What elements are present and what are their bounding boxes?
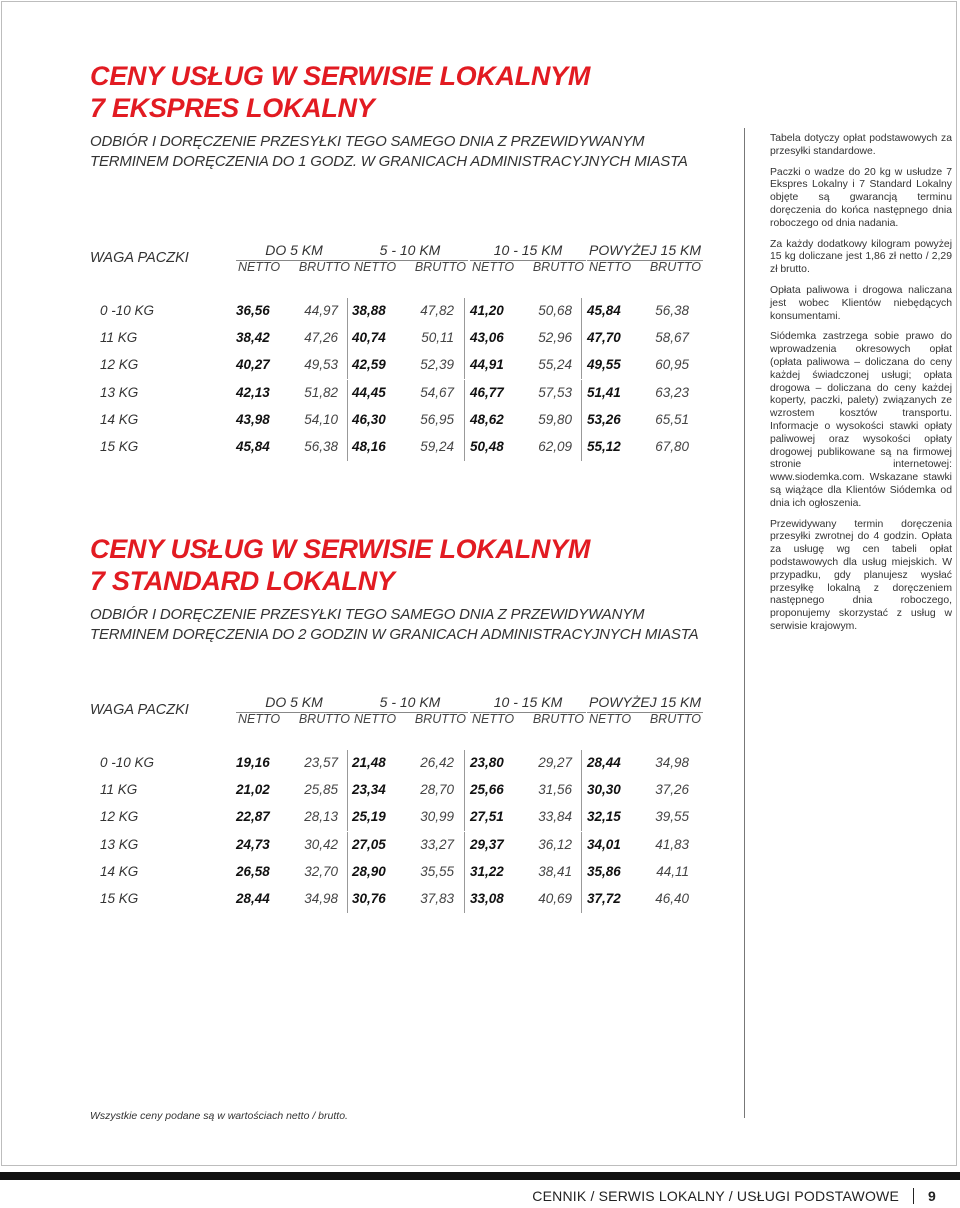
brutto-price: 38,41 [538,863,572,879]
brutto-price: 59,24 [420,438,454,454]
netto-price: 28,44 [236,890,270,906]
brutto-price: 56,38 [655,303,689,318]
netto-price: 25,19 [352,809,386,825]
table-row [90,750,690,777]
netto-label: NETTO [472,260,515,274]
distance-label: DO 5 KM [265,242,323,258]
netto-price: 25,66 [470,782,504,798]
column-separator [581,886,582,913]
distance-group-header [236,240,352,274]
header-rule [587,260,703,261]
column-separator [464,434,465,461]
brutto-price: 63,23 [655,384,689,400]
note-paragraph: Przewidywany termin doręczenia przesyłki zwrotnej do 4 godzin. Opłata za usługę wg cen tabeli opłat podstawowych dla usług miejskich. W przypadku, gdy planujesz wysłać przesyłkę lokalną z doręczeniem następnego dnia roboczego, proponujemy skorzystać z usług w serwisie krajowym. [770,518,952,632]
distance-label: DO 5 KM [265,694,323,710]
netto-label: NETTO [354,260,397,274]
netto-price: 27,51 [470,809,504,825]
netto-price: 42,59 [352,357,386,373]
price-table-ekspres [90,240,702,461]
netto-price: 45,84 [587,303,621,318]
table-row [90,352,690,379]
brutto-price: 44,11 [656,863,689,879]
brutto-label: BRUTTO [298,712,350,726]
table-row [90,434,690,461]
netto-brutto-labels [470,260,586,274]
section-title: CENY USŁUG W SERWISIE LOKALNYM [90,61,591,91]
brutto-price: 56,95 [420,411,454,427]
netto-price: 51,41 [587,384,621,400]
netto-price: 24,73 [236,836,270,852]
weight-label: 12 KG [100,809,139,825]
netto-price: 38,88 [352,303,386,318]
netto-price: 44,91 [470,357,504,373]
brutto-label: BRUTTO [414,712,466,726]
column-separator [347,352,348,379]
column-separator [347,407,348,434]
netto-price: 28,44 [587,755,621,770]
netto-price: 27,05 [352,836,386,852]
column-separator [347,832,348,859]
brutto-price: 31,56 [538,782,572,798]
brutto-price: 59,80 [538,411,572,427]
netto-price: 40,74 [352,330,386,346]
brutto-price: 54,10 [304,411,338,427]
weight-label: 14 KG [100,411,139,427]
brutto-label: BRUTTO [649,260,701,274]
netto-label: NETTO [472,712,515,726]
netto-price: 28,90 [352,863,386,879]
netto-label: NETTO [589,712,632,726]
note-paragraph: Siódemka zastrzega sobie prawo do wprowadzenia okresowych opłat (opłata paliwowa – doliczana do ceny każdej świadczonej usługi; opłata drogowa – doliczana do ceny każdej koperty, paczki, palety) związanych ze wzrostem kosztów transportu. Informacje o wysokości stawki opłaty paliwowej oraz wysokości opłaty drogowej publikowane są na firmowej stronie internetowej: www.siodemka.com. Wskazane stawki są wiążące dla Klientów Siódemka od dnia ich ogłoszenia. [770,331,952,509]
column-separator [464,777,465,804]
subtitle-line: TERMINEM DORĘCZENIA DO 2 GODZIN W GRANICACH ADMINISTRACYJNYCH MIASTA [90,626,699,643]
netto-price: 40,27 [236,357,270,373]
column-separator [464,380,465,407]
distance-label: 10 - 15 KM [493,694,563,710]
note-paragraph: Tabela dotyczy opłat podstawowych za przesyłki standardowe. [770,133,952,157]
brutto-price: 29,27 [538,755,572,770]
column-separator [581,777,582,804]
column-separator [581,434,582,461]
column-separator [581,325,582,352]
distance-group-header [470,692,586,726]
table-header [90,692,702,736]
note-paragraph: Za każdy dodatkowy kilogram powyżej 15 kg doliczane jest 1,86 zł netto / 2,29 zł brutto. [770,238,952,276]
column-separator [347,434,348,461]
netto-brutto-labels [236,260,352,274]
column-separator [581,407,582,434]
weight-label: 15 KG [100,438,139,454]
table-row [90,380,690,407]
weight-label: 13 KG [100,836,139,852]
brutto-label: BRUTTO [414,260,466,274]
netto-price: 50,48 [470,438,504,454]
section-title-product: 7 EKSPRES LOKALNY [90,93,375,123]
header-rule [236,260,352,261]
table-row [90,777,690,804]
table-body [90,750,690,913]
distance-group-header [352,240,468,274]
brutto-price: 50,11 [421,330,454,346]
brutto-price: 30,99 [420,809,454,825]
distance-label: 10 - 15 KM [493,242,563,258]
brutto-price: 44,97 [304,303,338,318]
column-separator [581,380,582,407]
brutto-price: 37,83 [420,890,454,906]
netto-label: NETTO [238,712,281,726]
page-footer [532,1188,936,1204]
netto-price: 23,80 [470,755,504,770]
netto-price: 44,45 [352,384,386,400]
brutto-price: 25,85 [304,782,338,798]
column-separator [347,298,348,325]
column-divider [744,128,745,1118]
netto-price: 53,26 [587,411,621,427]
column-separator [464,352,465,379]
brutto-price: 33,27 [420,836,454,852]
header-rule [587,712,703,713]
brutto-price: 62,09 [538,438,572,454]
weight-label: 12 KG [100,357,139,373]
column-separator [347,750,348,777]
column-separator [347,804,348,831]
netto-price: 38,42 [236,330,270,346]
brutto-price: 58,67 [655,330,689,346]
brutto-label: BRUTTO [649,712,701,726]
netto-label: NETTO [589,260,632,274]
column-separator [347,777,348,804]
netto-brutto-labels [587,260,703,274]
netto-price: 46,30 [352,411,386,427]
column-separator [347,886,348,913]
column-separator [581,859,582,886]
brutto-price: 35,55 [420,863,454,879]
table-header [90,240,702,284]
brutto-price: 60,95 [655,357,689,373]
netto-price: 48,16 [352,438,386,454]
distance-label: POWYŻEJ 15 KM [588,242,702,258]
brutto-label: BRUTTO [532,712,584,726]
netto-price: 21,02 [236,782,270,798]
footer-bar [0,1172,960,1180]
brutto-price: 30,42 [304,836,338,852]
brutto-price: 52,96 [538,330,572,346]
netto-price: 31,22 [470,863,504,879]
footnote: Wszystkie ceny podane są w wartościach netto / brutto. [90,1110,348,1122]
section-title-product: 7 STANDARD LOKALNY [90,566,395,596]
weight-label: 0 -10 KG [100,755,155,770]
price-table-standard [90,692,702,913]
brutto-price: 49,53 [304,357,338,373]
subtitle-line: ODBIÓR I DORĘCZENIE PRZESYŁKI TEGO SAMEGO DNIA Z PRZEWIDYWANYM [90,606,645,623]
netto-price: 42,13 [236,384,270,400]
netto-brutto-labels [352,260,468,274]
brutto-price: 57,53 [538,384,572,400]
table-body [90,298,690,461]
column-separator [581,750,582,777]
netto-price: 36,56 [236,303,270,318]
brutto-price: 36,12 [538,836,572,852]
netto-price: 45,84 [236,438,270,454]
header-rule [352,260,468,261]
weight-column-header: WAGA PACZKI [90,702,189,718]
column-separator [464,804,465,831]
column-separator [464,750,465,777]
column-separator [347,859,348,886]
section-subtitle [90,605,740,645]
netto-brutto-labels [236,712,352,726]
brutto-price: 39,55 [655,809,689,825]
brutto-price: 26,42 [420,755,454,770]
note-paragraph: Opłata paliwowa i drogowa naliczana jest wobec Klientów niebędących konsumentami. [770,284,952,322]
column-separator [464,325,465,352]
brutto-price: 34,98 [655,755,689,770]
weight-label: 11 KG [100,330,138,346]
brutto-price: 55,24 [538,357,572,373]
weight-label: 11 KG [100,782,138,798]
column-separator [464,832,465,859]
table-row [90,325,690,352]
distance-label: POWYŻEJ 15 KM [588,694,702,710]
distance-label: 5 - 10 KM [379,242,441,258]
brutto-price: 56,38 [304,438,338,454]
page-number: 9 [913,1188,936,1204]
netto-price: 35,86 [587,863,621,879]
brutto-price: 47,82 [420,303,454,318]
brutto-price: 40,69 [538,890,572,906]
netto-price: 22,87 [236,809,270,825]
header-rule [470,712,586,713]
table-row [90,886,690,913]
distance-label: 5 - 10 KM [379,694,441,710]
subtitle-line: TERMINEM DORĘCZENIA DO 1 GODZ. W GRANICACH ADMINISTRACYJNYCH MIASTA [90,153,688,170]
brutto-price: 23,57 [304,755,338,770]
footer-label: CENNIK / SERWIS LOKALNY / USŁUGI PODSTAWOWE [532,1188,899,1204]
brutto-price: 32,70 [304,863,338,879]
netto-label: NETTO [354,712,397,726]
section-standard [90,533,740,645]
netto-price: 47,70 [587,330,621,346]
weight-label: 15 KG [100,890,139,906]
brutto-price: 33,84 [538,809,572,825]
brutto-price: 28,70 [420,782,454,798]
weight-column-header: WAGA PACZKI [90,250,189,266]
brutto-price: 34,98 [304,890,338,906]
netto-price: 23,34 [352,782,386,798]
section-ekspres [90,60,740,172]
column-separator [464,859,465,886]
netto-price: 29,37 [470,836,504,852]
header-rule [236,712,352,713]
netto-price: 33,08 [470,890,504,906]
section-subtitle [90,132,740,172]
netto-brutto-labels [587,712,703,726]
weight-label: 0 -10 KG [100,303,155,318]
netto-brutto-labels [470,712,586,726]
brutto-price: 54,67 [420,384,454,400]
brutto-price: 41,83 [655,836,689,852]
netto-price: 41,20 [470,303,504,318]
netto-price: 19,16 [236,755,270,770]
netto-brutto-labels [352,712,468,726]
netto-price: 43,06 [470,330,504,346]
distance-group-header [470,240,586,274]
column-separator [581,832,582,859]
column-separator [464,298,465,325]
sidebar-notes [770,133,952,642]
distance-group-header [352,692,468,726]
brutto-price: 52,39 [420,357,454,373]
column-separator [581,352,582,379]
header-rule [352,712,468,713]
netto-price: 30,76 [352,890,386,906]
netto-price: 48,62 [470,411,504,427]
netto-price: 49,55 [587,357,621,373]
brutto-price: 46,40 [655,890,689,906]
note-paragraph: Paczki o wadze do 20 kg w usłudze 7 Ekspres Lokalny i 7 Standard Lokalny objęte są gwarancją terminu doręczenia do końca następnego dnia roboczego od dnia nadania. [770,166,952,229]
column-separator [347,325,348,352]
weight-label: 14 KG [100,863,139,879]
netto-price: 43,98 [236,411,270,427]
netto-price: 21,48 [352,755,386,770]
brutto-price: 37,26 [655,782,689,798]
distance-group-header [587,692,703,726]
table-row [90,804,690,831]
netto-price: 30,30 [587,782,621,798]
weight-label: 13 KG [100,384,139,400]
brutto-price: 51,82 [304,384,338,400]
netto-price: 32,15 [587,809,621,825]
brutto-price: 67,80 [655,438,689,454]
netto-price: 37,72 [587,890,621,906]
brutto-price: 50,68 [538,303,572,318]
netto-price: 26,58 [236,863,270,879]
brutto-price: 28,13 [304,809,338,825]
netto-price: 34,01 [587,836,621,852]
table-row [90,298,690,325]
table-row [90,859,690,886]
section-title: CENY USŁUG W SERWISIE LOKALNYM [90,534,591,564]
brutto-price: 47,26 [304,330,338,346]
column-separator [581,298,582,325]
brutto-label: BRUTTO [298,260,350,274]
column-separator [464,407,465,434]
column-separator [464,886,465,913]
netto-price: 46,77 [470,384,504,400]
table-row [90,832,690,859]
subtitle-line: ODBIÓR I DORĘCZENIE PRZESYŁKI TEGO SAMEGO DNIA Z PRZEWIDYWANYM [90,133,645,150]
netto-label: NETTO [238,260,281,274]
brutto-label: BRUTTO [532,260,584,274]
distance-group-header [236,692,352,726]
distance-group-header [587,240,703,274]
column-separator [581,804,582,831]
brutto-price: 65,51 [655,411,689,427]
column-separator [347,380,348,407]
header-rule [470,260,586,261]
netto-price: 55,12 [587,438,621,454]
table-row [90,407,690,434]
